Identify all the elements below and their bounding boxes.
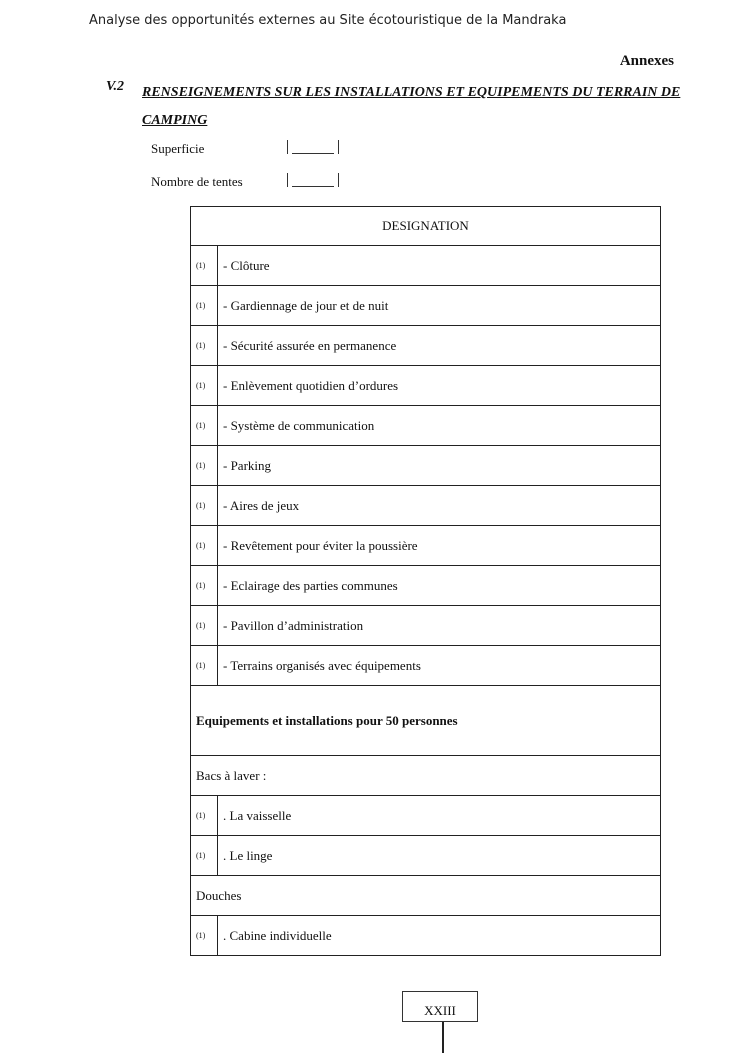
designation-header: DESIGNATION xyxy=(191,207,661,246)
row-code: (1) xyxy=(191,646,218,686)
row-code: (1) xyxy=(191,916,218,956)
table-row xyxy=(191,566,661,606)
row-code: (1) xyxy=(191,836,218,876)
row-code: (1) xyxy=(191,326,218,366)
table-row xyxy=(191,446,661,486)
field-label-superficie: Superficie xyxy=(151,141,205,156)
group-title-row xyxy=(191,686,661,756)
subgroup-title-row xyxy=(191,876,661,916)
row-text: - Système de communication xyxy=(218,406,661,446)
row-code: (1) xyxy=(191,486,218,526)
row-text: - Sécurité assurée en permanence xyxy=(218,326,661,366)
row-code: (1) xyxy=(191,246,218,286)
page-number-stem xyxy=(442,1022,444,1053)
nombre-tentes-input-box[interactable] xyxy=(287,173,339,187)
row-text: - Clôture xyxy=(218,246,661,286)
field-label-nombre-tentes: Nombre de tentes xyxy=(151,174,243,189)
table-row xyxy=(191,526,661,566)
subgroup-title-douches: Douches xyxy=(191,876,661,916)
row-code: (1) xyxy=(191,606,218,646)
group-title: Equipements et installations pour 50 personnes xyxy=(191,686,661,756)
table-row xyxy=(191,286,661,326)
row-code: (1) xyxy=(191,446,218,486)
section-title: RENSEIGNEMENTS SUR LES INSTALLATIONS ET EQUIPEMENTS DU TERRAIN DE CAMPING xyxy=(142,85,681,128)
table-row xyxy=(191,366,661,406)
row-code: (1) xyxy=(191,526,218,566)
subgroup-title-bacs: Bacs à laver : xyxy=(191,756,661,796)
row-text: - Pavillon d’administration xyxy=(218,606,661,646)
page-number: XXIII xyxy=(402,991,478,1022)
section-number: V.2 xyxy=(106,79,125,94)
table-header-row xyxy=(191,207,661,246)
row-code: (1) xyxy=(191,796,218,836)
running-header: Analyse des opportunités externes au Site écotouristique de la Mandraka xyxy=(89,13,567,28)
table-row xyxy=(191,486,661,526)
row-text: . Cabine individuelle xyxy=(218,916,661,956)
row-code: (1) xyxy=(191,566,218,606)
equipment-table xyxy=(190,206,661,956)
row-text: - Eclairage des parties communes xyxy=(218,566,661,606)
subgroup-title-row xyxy=(191,756,661,796)
row-text: - Enlèvement quotidien d’ordures xyxy=(218,366,661,406)
row-text: - Parking xyxy=(218,446,661,486)
table-row xyxy=(191,406,661,446)
row-text: . Le linge xyxy=(218,836,661,876)
table-row xyxy=(191,246,661,286)
table-row xyxy=(191,796,661,836)
superficie-input-box[interactable] xyxy=(287,140,339,154)
row-text: - Revêtement pour éviter la poussière xyxy=(218,526,661,566)
table-row xyxy=(191,326,661,366)
table-row xyxy=(191,916,661,956)
row-code: (1) xyxy=(191,286,218,326)
table-row xyxy=(191,646,661,686)
row-text: - Aires de jeux xyxy=(218,486,661,526)
row-code: (1) xyxy=(191,366,218,406)
row-text: - Gardiennage de jour et de nuit xyxy=(218,286,661,326)
annexes-label: Annexes xyxy=(619,53,674,69)
row-text: - Terrains organisés avec équipements xyxy=(218,646,661,686)
row-text: . La vaisselle xyxy=(218,796,661,836)
table-row xyxy=(191,836,661,876)
table-row xyxy=(191,606,661,646)
row-code: (1) xyxy=(191,406,218,446)
